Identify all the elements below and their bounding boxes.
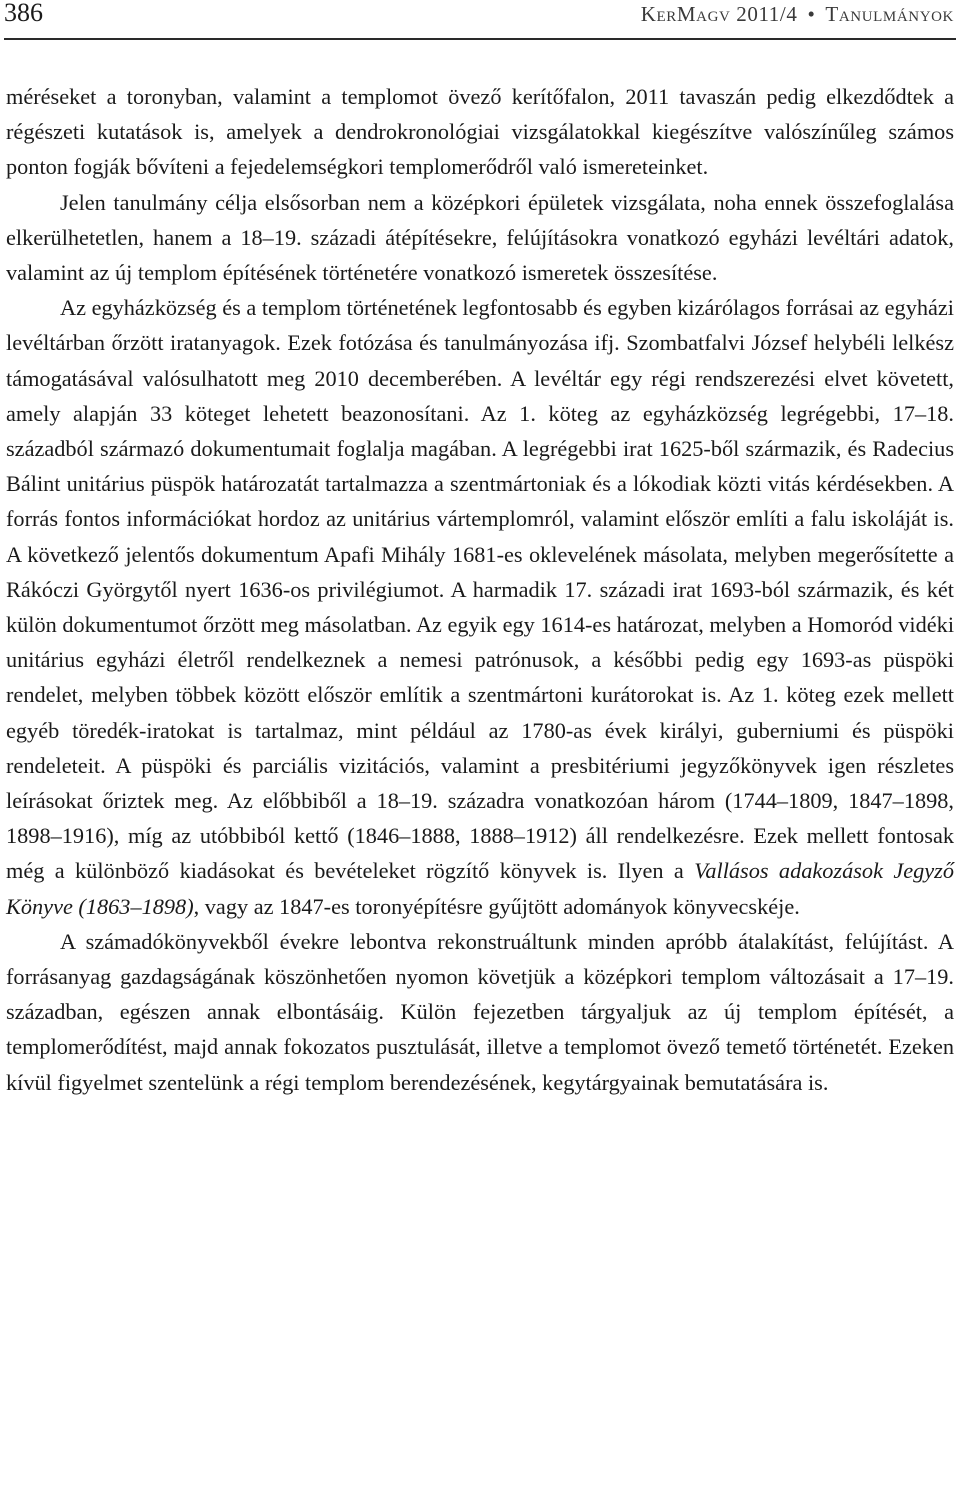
page-number: 386 <box>4 0 43 27</box>
paragraph-3-text-after: , vagy az 1847-es toronyépítésre gyűjtött adományok könyvecskéje. <box>193 893 800 919</box>
journal-title: KerMagv 2011/4 <box>640 2 798 26</box>
paragraph-3 <box>6 290 954 924</box>
running-head <box>641 2 954 27</box>
paragraph-3-book-title: Vallásos adakozások Jegyző Könyve (1863–1898) <box>6 858 955 919</box>
header-separator: • <box>807 2 816 26</box>
paragraph-1: méréseket a toronyban, valamint a templomot övező kerítőfalon, 2011 tavaszán pedig elkezdődtek a régészeti kutatások is, amelyek a dendrokronológiai vizsgálatokkal kiegészítve valószínűleg számos ponton fogják bővíteni a fejedelemségkori templomerődről való ismereteinket. <box>6 84 954 180</box>
section-title: Tanulmányok <box>825 2 954 26</box>
paragraph-3-text-before: Az egyházközség és a templom történetének legfontosabb és egyben kizárólagos forrásai az egyházi levéltárban őrzött iratanyagok. Ezek fotózása és tanulmányozása ifj. Szombatfalvi József helybéli lelkész támogatásával valósulhatott meg 2010 decemberében. A levéltár egy régi rendszerezési elvet követett, amely alapján 33 köteget lehetett beazonosítani. Az 1. köteg az egyházközség legrégebbi, 17–18. századból származó dokumentumait foglalja magában. A legrégebbi irat 1625-ből származik, és Radecius Bálint unitárius püspök határozatát tartalmazza a szentmártoniak és a lókodiak közti vitás kérdésekben. A forrás fontos információkat hordoz az unitárius vártemplomról, valamint először említi a falu iskoláját is. A következő jelentős dokumentum Apafi Mihály 1681-es oklevelének másolata, melyben megerősítette a Rákóczi Györgytől nyert 1636-os privilégiumot. A harmadik 17. századi irat 1693-ból származik, és két külön dokumentumot őrzött meg másolatban. Az egyik egy 1614-es határozat, melyben a Homoród vidéki unitárius egyházi életről rendelkeznek a nemesi patrónusok, a későbbi pedig egy 1693-as püspöki rendelet, melyben többek között először említik a szentmártoni kurátorokat is. Az 1. köteg ezek mellett egyéb töredék-iratokat is tartalmaz, mint például az 1780-as évek királyi, guberniumi és püspöki rendeleteit. A püspöki és parciális vizitációs, valamint a presbitériumi jegyzőkönyvek igen részletes leírásokat őriztek meg. Az előbbiből a 18–19. századra vonatkozóan három (1744–1809, 1847–1898, 1898–1916), míg az utóbbiból kettő (1846–1888, 1888–1912) áll rendelkezésre. Ezek mellett fontosak még a különböző kiadásokat és bevételeket rögzítő könyvek is. Ilyen a <box>6 295 955 884</box>
running-header <box>4 0 956 40</box>
article-body <box>6 79 954 1100</box>
paragraph-2: Jelen tanulmány célja elsősorban nem a középkori épületek vizsgálata, noha ennek összefoglalása elkerülhetetlen, hanem a 18–19. századi átépítésekre, felújításokra vonatkozó egyházi levéltári adatok, valamint az új templom építésének történetére vonatkozó ismeretek összesítése. <box>6 189 954 286</box>
paragraph-4: A számadókönyvekből évekre lebontva rekonstruáltunk minden apróbb átalakítást, felújítást. A forrásanyag gazdagságának köszönhetően nyomon követjük a középkori templom változásait a 17–19. században, egészen annak elbontásáig. Külön fejezetben tárgyaljuk az új templom építését, a templomerődítést, majd annak fokozatos pusztulását, illetve a templomot övező temető történetét. Ezeken kívül figyelmet szentelünk a régi templom berendezésének, kegytárgyainak bemutatására is. <box>6 928 954 1095</box>
